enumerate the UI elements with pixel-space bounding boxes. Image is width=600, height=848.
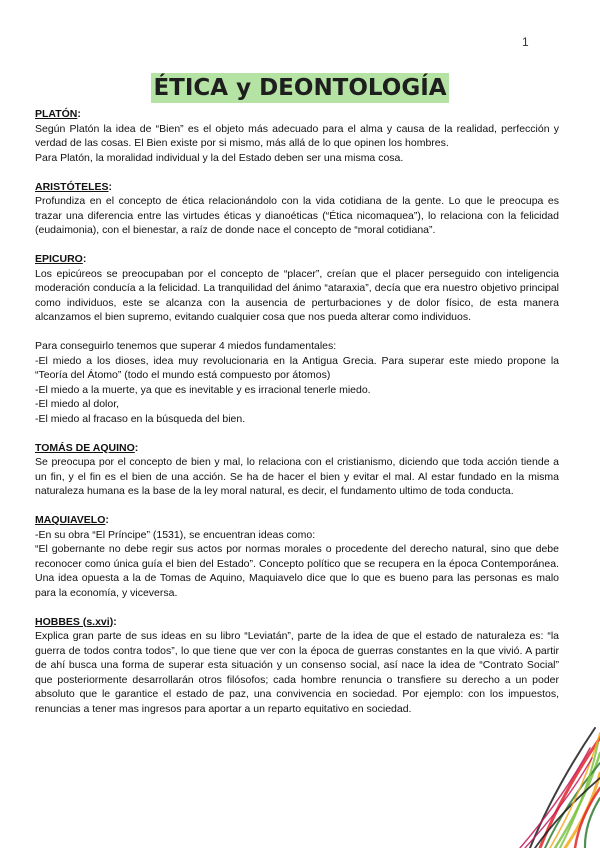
section (35, 441, 559, 499)
section (35, 615, 559, 717)
paragraph: -En su obra “El Príncipe” (1531), se encuentran ideas como: (35, 528, 316, 541)
section-heading-line (35, 441, 559, 456)
paragraph: “El gobernante no debe regir sus actos por normas morales o procedente del derecho natural, sino que debe reconocer como única guía el bien del Estado”. Concepto político que se recupera en la época Contemporánea. Una idea opuesta a la de Tomas de Aquino, Maquiavelo dice que lo que es bueno para las personas es malo para la economía, y viceversa. (35, 543, 559, 599)
paragraph: Según Platón la idea de “Bien” es el objeto más adecuado para el alma y causa de la realidad, perfección y verdad de las cosas. El Bien existe por si mismo, más allá de lo que opinen los hombres. (35, 122, 559, 149)
section (35, 513, 559, 600)
section (35, 180, 559, 238)
section-heading-colon: : (82, 253, 87, 265)
section-heading: EPICURO (35, 253, 83, 265)
section-heading-line (35, 513, 559, 528)
section-heading-line (35, 107, 559, 122)
paragraph: -El miedo a la muerte, ya que es inevitable y es irracional tenerle miedo. (35, 383, 371, 396)
paragraph: -El miedo al fracaso en la búsqueda del bien. (35, 412, 246, 425)
section-heading-line (35, 180, 559, 195)
section-heading: PLATÓN (35, 108, 78, 120)
paragraph: -El miedo al dolor, (35, 398, 120, 410)
section-heading: ARISTÓTELES (35, 180, 109, 193)
section-heading-colon: : (105, 514, 109, 526)
section-heading-colon: : (113, 615, 117, 628)
section-heading-line (35, 252, 559, 267)
paragraph (35, 325, 559, 340)
paragraph: Explica gran parte de sus ideas en su libro “Leviatán”, parte de la idea de que el estado de naturaleza es: “la guerra de todos contra todos”, lo que tiene que ver con la época de guerras constantes en la que vivió. A partir de ahí busca una forma de superar esta situación y un consenso social, así nace la idea de “Contrato Social” que posteriormente desarrollarán otros filósofos; cada hombre renuncia o transfiere su derecho a un poder absoluto que le garantice el estado de paz, una convivencia en sociedad. Por ejemplo: con los impuestos, renuncias a tener mas ingresos para aportar a un reparto equitativo en sociedad. (35, 630, 559, 715)
title-container (0, 73, 600, 103)
paragraph: Profundiza en el concepto de ética relacionándolo con la vida cotidiana de la gente. Lo que le preocupa es trazar una diferencia entre las virtudes éticas y dianoéticas (“Ética nicomaquea”), lo relaciona con la felicidad (eudaimonia), con el bienestar, a raíz de donde nace el concepto de “moral cotidiana”. (35, 195, 559, 236)
section-heading-colon: : (108, 180, 113, 193)
document-title: ÉTICA y DEONTOLOGÍA (153, 75, 447, 101)
colorful-brush-decoration (500, 718, 600, 848)
section-heading: TOMÁS DE AQUINO (35, 441, 135, 454)
section-heading-colon: : (77, 108, 81, 120)
document-body (35, 107, 559, 731)
paragraph: Los epicúreos se preocupaban por el concepto de “placer”, creían que el placer perseguido con inteligencia moderación conducía a la felicidad. La tranquilidad del ánimo “ataraxia”, decía que era nuestro objetivo principal como individuos, este se alcanza con la ausencia de perturbaciones y de dolor físico, de esta manera alcanzamos el bien supremo, evitando cualquier cosa que nos pueda alterar como individuos. (35, 267, 559, 323)
paragraph: Para Platón, la moralidad individual y la del Estado deben ser una misma cosa. (35, 151, 404, 164)
paragraph: Se preocupa por el concepto de bien y mal, lo relaciona con el cristianismo, diciendo que toda acción tiende a un fin, y el fin es el bien de una acción. Se ha de hacer el bien y evitar el mal. Al estar fundado en la misma naturaleza humana es la base de la ley moral natural, es decir, el fundamento ultimo de toda conducta. (35, 456, 559, 497)
paragraph: Para conseguirlo tenemos que superar 4 miedos fundamentales: (35, 340, 337, 352)
section-heading-colon: : (134, 441, 139, 454)
paragraph: -El miedo a los dioses, idea muy revolucionaria en la Antigua Grecia. Para superar este miedo propone la “Teoría del Átomo” (todo el mundo está compuesto por átomos) (35, 354, 559, 381)
section-heading: MAQUIAVELO (35, 514, 106, 526)
page-number: 1 (522, 35, 529, 49)
section (35, 252, 559, 426)
section-heading: HOBBES (s.xvi) (35, 615, 114, 628)
section-heading-line (35, 615, 559, 630)
section (35, 107, 559, 165)
